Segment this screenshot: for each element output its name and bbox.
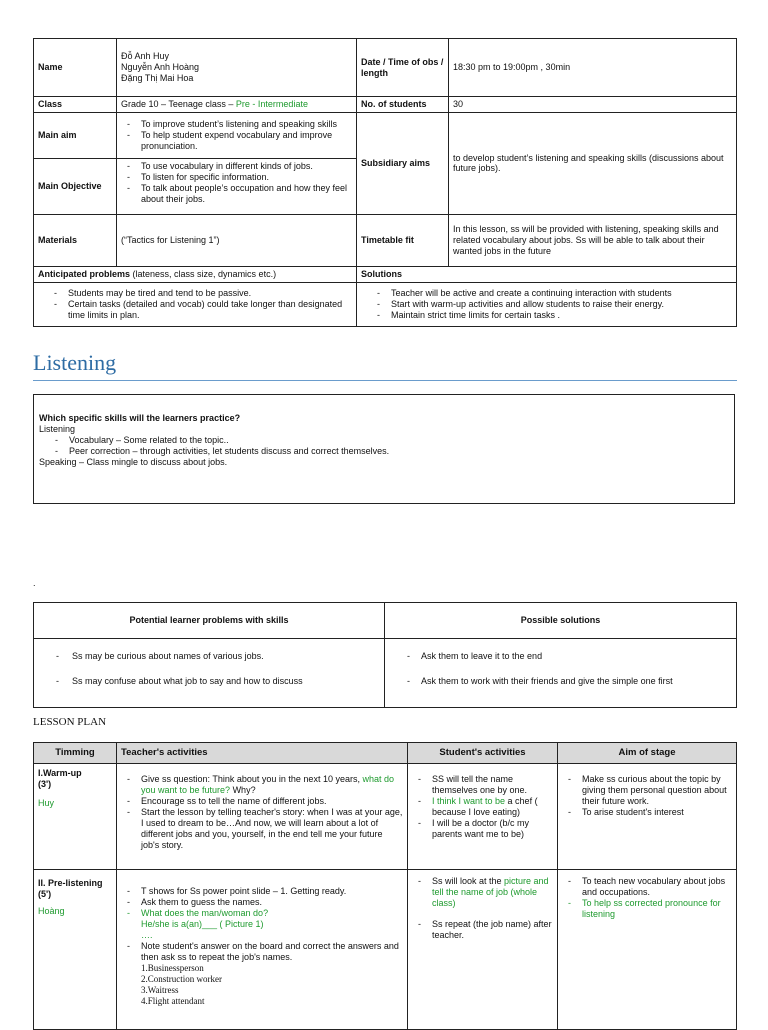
prelistening-teacher (117, 870, 408, 1030)
skills-question: Which specific skills will the learners practice? (39, 413, 241, 423)
job-item: 2.Construction worker (141, 973, 222, 984)
solution-item: - Maintain strict time limits for certain tasks . (371, 310, 732, 321)
aim-header: Aim of stage (558, 743, 737, 764)
student-activity: - I will be a doctor (b/c my parents want me to be) (412, 818, 553, 840)
job-item: 4.Flight attendant (141, 995, 205, 1006)
student-activity: - SS will tell the name themselves one by one. (412, 774, 553, 796)
teacher-green-answer: He/she is a(an)___ ( Picture 1) (141, 918, 264, 929)
lesson-plan-title: LESSON PLAN (33, 716, 107, 728)
name-3: Đặng Thị Mai Hoa (121, 72, 194, 83)
learner-problems-table (33, 602, 737, 708)
learner-solution: - Ask them to leave it to the end (385, 651, 732, 662)
students-label: No. of students (357, 97, 449, 113)
solutions-col-header: Possible solutions (385, 603, 737, 639)
prelistening-student (408, 870, 558, 1030)
learner-problem: - Ss may confuse about what job to say and how to discuss (34, 676, 380, 687)
objective-label: Main Objective (34, 158, 117, 214)
student-activity (412, 796, 553, 818)
student-phrase-green: I think I want to be (432, 795, 506, 806)
skills-speaking: Speaking – Class mingle to discuss about jobs. (39, 456, 228, 467)
teacher-activity: - T shows for Ss power point slide – 1. Getting ready. (121, 886, 403, 897)
warmup-student (408, 764, 558, 870)
learner-solutions-cell (385, 639, 737, 708)
learner-problems-cell (34, 639, 385, 708)
date-value: 18:30 pm to 19:00pm , 30min (449, 39, 737, 97)
names-cell (117, 39, 357, 97)
student-header: Student's activities (408, 743, 558, 764)
class-level: Pre - Intermediate (235, 99, 308, 109)
job-item: 1.Businessperson (141, 962, 204, 973)
name-1: Đỗ Anh Huy (121, 51, 170, 62)
problem-item: - Students may be tired and tend to be passive. (48, 288, 352, 299)
problems-col-header: Potential learner problems with skills (34, 603, 385, 639)
warmup-aim (558, 764, 737, 870)
section-heading: Listening (33, 350, 737, 381)
stray-dot: . (33, 578, 36, 588)
objective-item: - To listen for specific information. (121, 172, 352, 183)
skills-listening: Listening (39, 423, 76, 434)
stage-title: I.Warm-up (38, 768, 82, 778)
stage-time: (3') (38, 778, 52, 789)
student-text: Ss will look at the (432, 876, 505, 886)
prelistening-aim (558, 870, 737, 1030)
problems-cell (34, 282, 357, 326)
teacher-note: - Note student's answer on the board and correct the answers and then ask ss to repeat the job's names. (141, 940, 399, 962)
student-activity: - Ss repeat (the job name) after teacher. (412, 919, 553, 941)
solution-item: - Teacher will be active and create a continuing interaction with students (371, 288, 732, 299)
solutions-header: Solutions (357, 266, 737, 282)
problems-header (34, 266, 357, 282)
timetable-label: Timetable fit (357, 214, 449, 266)
timing-header: Timming (34, 743, 117, 764)
learner-solution: - Ask them to work with their friends and give the simple one first (385, 676, 732, 687)
timetable-value: In this lesson, ss will be provided with listening, speaking skills and related vocabulary about jobs. Ss will be able to talk about their wanted jobs in the future (449, 214, 737, 266)
student-phrase-rest: a chef ( because I love eating) (432, 795, 538, 817)
skills-box (33, 394, 735, 504)
main-aim-cell (117, 112, 357, 158)
teacher-activity-green (121, 908, 403, 941)
problem-item: - Certain tasks (detailed and vocab) could take longer than designated time limits in plan. (48, 299, 352, 321)
teacher-activity: - Start the lesson by telling teacher's story: when I was at your age, I used to dream to be…And now, we will learn about a lot of different jobs and you, yourself, in the end tell me your future job's story. (121, 807, 403, 851)
student-activity (412, 876, 553, 909)
skills-item: - Vocabulary – Some related to the topic.. (49, 435, 734, 446)
class-grade: Grade 10 – Teenage class – (121, 99, 236, 109)
objective-item: - To use vocabulary in different kinds of jobs. (121, 161, 352, 172)
teacher-activity: - Ask them to guess the names. (121, 897, 403, 908)
lesson-info-table (33, 38, 737, 327)
subsidiary-value: to develop student’s listening and speaking skills (discussions about future jobs). (449, 112, 737, 214)
teacher-activity: - Encourage ss to tell the name of different jobs. (121, 796, 403, 807)
date-label: Date / Time of obs / length (357, 39, 449, 97)
stage-person: Huy (38, 797, 55, 808)
teacher-question: Give ss question: Think about you in the next 10 years, (141, 774, 363, 784)
main-aim-item: - To help student expend vocabulary and improve pronunciation. (121, 130, 352, 152)
aim-item: - To arise student's interest (562, 807, 732, 818)
solutions-cell (357, 282, 737, 326)
aim-item: - To teach new vocabulary about jobs and occupations. (562, 876, 732, 898)
solution-item: - Start with warm-up activities and allow students to raise their energy. (371, 299, 732, 310)
stage-prelistening (34, 870, 117, 1030)
job-item: 3.Waitress (141, 984, 179, 995)
learner-problem: - Ss may be curious about names of various jobs. (34, 651, 380, 662)
objective-cell (117, 158, 357, 214)
name-label: Name (34, 39, 117, 97)
name-2: Nguyễn Anh Hoàng (121, 62, 200, 73)
stage-time: (5') (38, 888, 52, 899)
teacher-green-question: - What does the man/woman do? (141, 907, 269, 918)
lesson-plan-table (33, 742, 737, 1030)
warmup-teacher (117, 764, 408, 870)
teacher-activity (121, 941, 403, 1007)
teacher-question-end: Why? (230, 784, 256, 795)
class-label: Class (34, 97, 117, 113)
stage-person: Hoàng (38, 905, 65, 916)
problems-header-rest: (lateness, class size, dynamics etc.) (130, 268, 277, 279)
stage-title: II. Pre-listening (38, 878, 103, 888)
teacher-activity (121, 774, 403, 796)
stage-warmup (34, 764, 117, 870)
materials-label: Materials (34, 214, 117, 266)
main-aim-item: - To improve student’s listening and speaking skills (121, 119, 352, 130)
skills-item: - Peer correction – through activities, let students discuss and correct themselves. (49, 446, 734, 457)
materials-value: (“Tactics for Listening 1”) (117, 214, 357, 266)
teacher-question-green: what do you want to be future? (141, 774, 394, 795)
objective-item: - To talk about people’s occupation and how they feel about their jobs. (121, 183, 352, 205)
problems-header-bold: Anticipated problems (38, 268, 131, 279)
teacher-header: Teacher's activities (117, 743, 408, 764)
subsidiary-label: Subsidiary aims (357, 112, 449, 214)
main-aim-label: Main aim (34, 112, 117, 158)
teacher-green-dots: …. (141, 929, 153, 940)
aim-item: - Make ss curious about the topic by giving them personal question about their future work. (562, 774, 732, 807)
aim-item-green: - To help ss corrected pronounce for listening (562, 898, 732, 920)
student-text-green: picture and tell the name of job (whole class) (432, 876, 549, 908)
class-value (117, 97, 357, 113)
students-value: 30 (449, 97, 737, 113)
